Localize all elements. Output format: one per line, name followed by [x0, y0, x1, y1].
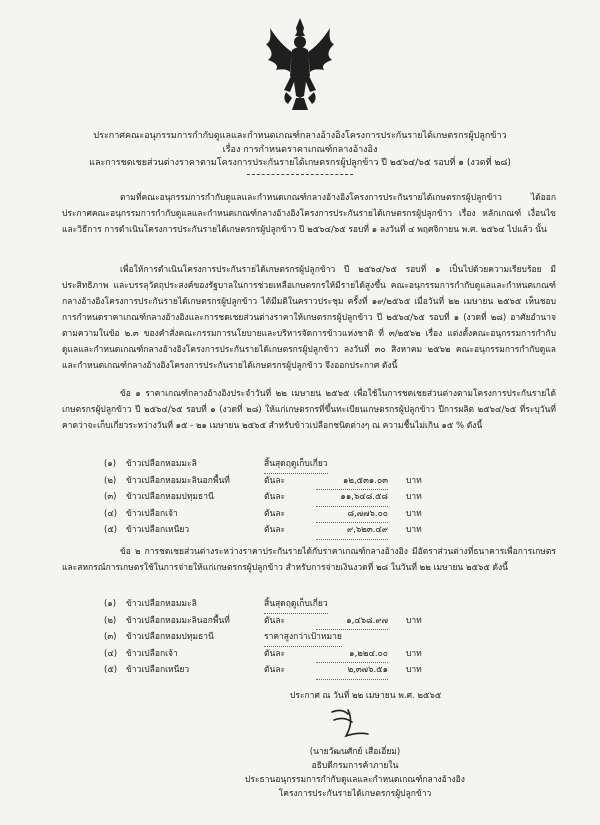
signer-title-3: โครงการประกันรายได้เกษตรกรผู้ปลูกข้าว [278, 789, 432, 799]
reference-price-table [104, 456, 444, 539]
table-row: (๑) ข้าวเปลือกหอมมะลิ สิ้นสุดฤดูเก็บเกี่ยว [104, 456, 444, 473]
issue-date: ประกาศ ณ วันที่ ๒๒ เมษายน พ.ศ. ๒๕๖๕ [290, 691, 442, 701]
paragraph-intro-text: ตามที่คณะอนุกรรมการกำกับดูแลและกำหนดเกณฑ์กลางอ้างอิงโครงการประกันรายได้เกษตรกรผู้ปลูกข้าว ได้ออกประกาศคณะอนุกรรมการกำกับดูแลและกำหนดเกณฑ์กลางอ้างอิงโครงการประกันรายได้เกษตรกรผู้ปลูกข้าว เรื่อง หลักเกณฑ์ เงื่อนไข และวิธีการ การดำเนินโครงการประกันรายได้เกษตรกรผู้ปลูกข้าว ปี ๒๕๖๔/๖๕ รอบที่ ๑ ลงวันที่ ๔ พฤศจิกายน พ.ศ. ๒๕๖๔ ไปแล้ว นั้น [62, 193, 556, 235]
signer-title-2: ประธานอนุกรรมการกำกับดูแลและกำหนดเกณฑ์กลางอ้างอิง [245, 775, 465, 785]
clause-2 [62, 544, 556, 576]
table-row: (๓) ข้าวเปลือกหอมปทุมธานี ราคาสูงกว่าเป้าหมาย [104, 629, 444, 646]
title-line-2: เรื่อง การกำหนดราคาเกณฑ์กลางอ้างอิง [222, 144, 378, 155]
signature-block [240, 745, 470, 801]
paragraph-resolution-text: เพื่อให้การดำเนินโครงการประกันรายได้เกษตรกรผู้ปลูกข้าว ปี ๒๕๖๔/๖๕ รอบที่ ๑ เป็นไปด้วยความเรียบร้อย มีประสิทธิภาพ และบรรลุวัตถุประสงค์ของรัฐบาลในการช่วยเหลือเกษตรกรให้มีรายได้สูงขึ้น คณะอนุกรรมการกำกับดูแลและกำหนดเกณฑ์กลางอ้างอิงโครงการประกันรายได้เกษตรกรผู้ปลูกข้าว ได้มีมติในคราวประชุม ครั้งที่ ๑๙/๒๕๖๕ เมื่อวันที่ ๒๒ เมษายน ๒๕๖๕ เห็นชอบการกำหนดราคาเกณฑ์กลางอ้างอิงและการชดเชยส่วนต่างราคาให้เกษตรกรผู้ปลูกข้าว ปี ๒๕๖๔/๖๕ รอบที่ ๑ (งวดที่ ๒๘) อาศัยอำนาจตามความในข้อ ๒.๓ ของคำสั่งคณะกรรมการนโยบายและบริหารจัดการข้าวแห่งชาติ ที่ ๓/๒๕๖๒ เรื่อง แต่งตั้งคณะอนุกรรมการกำกับดูแลและกำหนดเกณฑ์กลางอ้างอิงโครงการประกันรายได้เกษตรกรผู้ปลูกข้าว ลงวันที่ ๓๐ สิงหาคม ๒๕๖๒ คณะอนุกรรมการกำกับดูแลและกำหนดเกณฑ์กลางอ้างอิงโครงการประกันรายได้เกษตรกรผู้ปลูกข้าว จึงออกประกาศ ดังนี้ [62, 265, 556, 371]
paragraph-intro [62, 190, 556, 238]
signer-name: (นายวัฒนศักย์ เสือเอี่ยม) [309, 747, 401, 757]
table-row: (๒) ข้าวเปลือกหอมมะลินอกพื้นที่ ตันละ ๑๒,๕๓๑.๐๓ บาท [104, 473, 444, 490]
signer-title-1: อธิบดีกรมการค้าภายใน [311, 761, 399, 771]
garuda-emblem [262, 14, 338, 114]
title-line-3: และการชดเชยส่วนต่างราคาตามโครงการประกันรายได้เกษตรกรผู้ปลูกข้าว ปี ๒๕๖๔/๖๕ รอบที่ ๑ (งวดที่ ๒๘) [89, 158, 511, 168]
table-row: (๕) ข้าวเปลือกเหนียว ตันละ ๒,๓๗๖.๕๑ บาท [104, 662, 444, 679]
compensation-table [104, 596, 444, 679]
table-row: (๒) ข้าวเปลือกหอมมะลินอกพื้นที่ ตันละ ๑,๔๖๘.๙๗ บาท [104, 613, 444, 630]
clause-1 [62, 386, 556, 434]
table-row: (๕) ข้าวเปลือกเหนียว ตันละ ๙,๖๒๓.๔๙ บาท [104, 522, 444, 539]
clause-2-text: ข้อ ๒ การชดเชยส่วนต่างระหว่างราคาประกันรายได้กับราคาเกณฑ์กลางอ้างอิง มีอัตราส่วนต่างที่ธนาคารเพื่อการเกษตรและสหกรณ์การเกษตรใช้ในการจ่ายให้แก่เกษตรกรผู้ปลูกข้าว สำหรับการจ่ายเงินงวดที่ ๒๘ ในวันที่ ๒๒ เมษายน ๒๕๖๕ ดังนี้ [62, 547, 556, 573]
clause-1-text: ข้อ ๑ ราคาเกณฑ์กลางอ้างอิงประจำวันที่ ๒๒ เมษายน ๒๕๖๕ เพื่อใช้ในการชดเชยส่วนต่างตามโครงการประกันรายได้เกษตรกรผู้ปลูกข้าว ปี ๒๕๖๔/๖๕ รอบที่ ๑ (งวดที่ ๒๘) ให้แก่เกษตรกรที่ขึ้นทะเบียนเกษตรกรผู้ปลูกข้าว ปีการผลิต ๒๕๖๔/๖๕ ที่ระบุวันที่คาดว่าจะเก็บเกี่ยวระหว่างวันที่ ๑๕ - ๒๑ เมษายน ๒๕๖๕ สำหรับข้าวเปลือกชนิดต่างๆ ณ ความชื้นไม่เกิน ๑๕ % ดังนี้ [62, 389, 556, 431]
title-line-1: ประกาศคณะอนุกรรมการกำกับดูแลและกำหนดเกณฑ์กลางอ้างอิงโครงการประกันรายได้เกษตรกรผู้ปลูกข้าว [93, 131, 507, 141]
title-divider [247, 174, 353, 175]
paragraph-resolution [62, 262, 556, 374]
table-row: (๑) ข้าวเปลือกหอมมะลิ สิ้นสุดฤดูเก็บเกี่ยว [104, 596, 444, 613]
table-row: (๓) ข้าวเปลือกหอมปทุมธานี ตันละ ๑๑,๖๔๘.๕๘ บาท [104, 489, 444, 506]
table-row: (๔) ข้าวเปลือกเจ้า ตันละ ๘,๗๗๖.๐๐ บาท [104, 506, 444, 523]
handwritten-signature [328, 706, 376, 740]
table-row: (๔) ข้าวเปลือกเจ้า ตันละ ๑,๒๒๔.๐๐ บาท [104, 646, 444, 663]
announcement-title [40, 130, 560, 175]
